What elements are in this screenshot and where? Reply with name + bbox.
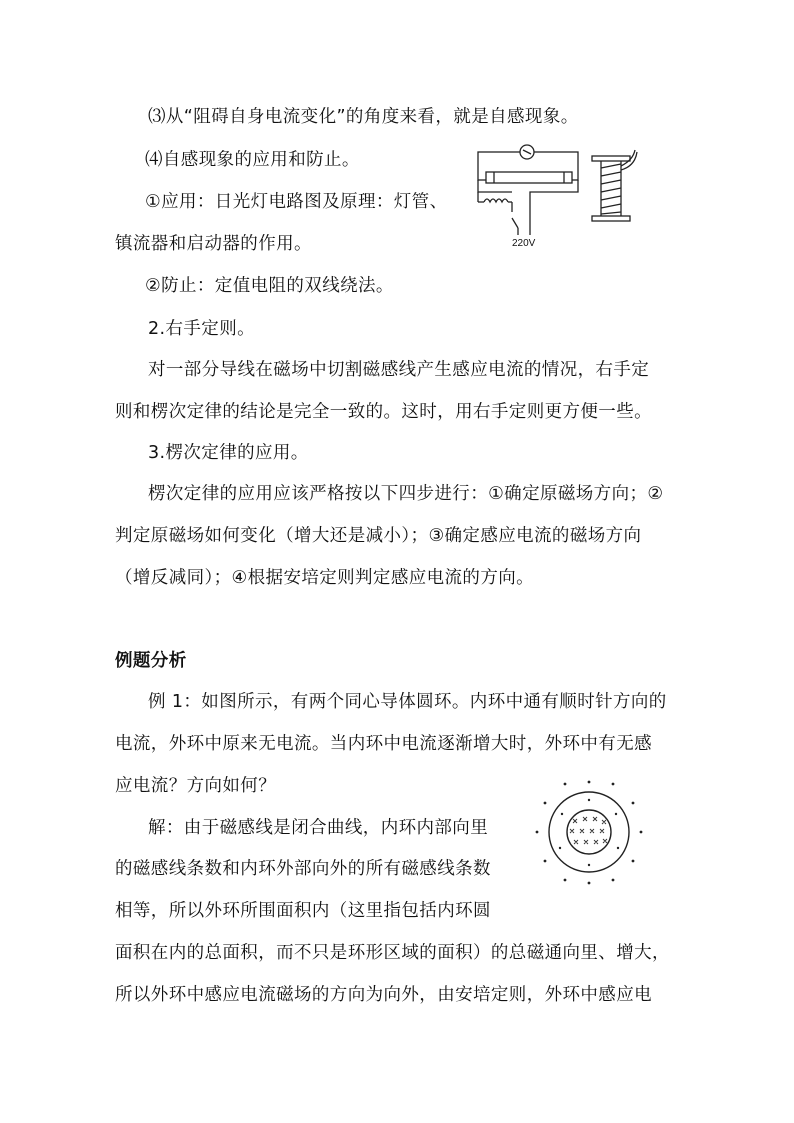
para-application-cont: 镇流器和启动器的作用。 bbox=[115, 234, 312, 254]
example-1-solution-cont1: 的磁感线条数和内环外部向外的所有磁感线条数 bbox=[115, 859, 491, 879]
section-right-hand-rule: 2.右手定则。 bbox=[148, 319, 255, 339]
example-1-solution-cont3: 面积在内的总面积，而不只是环形区域的面积）的总磁通向里、增大， bbox=[115, 943, 670, 963]
section-lenz-law: 3.楞次定律的应用。 bbox=[148, 443, 309, 463]
para-right-hand-rule-cont: 则和楞次定律的结论是完全一致的。这时，用右手定则更方便一些。 bbox=[115, 402, 652, 422]
para-lenz-steps: 楞次定律的应用应该严格按以下四步进行：①确定原磁场方向；② bbox=[148, 484, 664, 504]
field-out-of-page-dots bbox=[536, 781, 643, 885]
para-3-self-induction: ⑶从“阻碍自身电流变化”的角度来看，就是自感现象。 bbox=[148, 107, 579, 127]
example-1-solution: 解：由于磁感线是闭合曲线，内环内部向里 bbox=[148, 818, 489, 838]
field-into-page-crosses bbox=[570, 817, 607, 844]
example-1-question-end: 应电流？方向如何？ bbox=[115, 776, 277, 796]
example-1-question: 例 1：如图所示，有两个同心导体圆环。内环中通有顺时针方向的 bbox=[148, 692, 667, 712]
para-right-hand-rule: 对一部分导线在磁场中切割磁感线产生感应电流的情况，右手定 bbox=[148, 360, 650, 380]
voltage-label: 220V bbox=[512, 238, 536, 249]
example-1-solution-cont2: 相等，所以外环所围面积内（这里指包括内环圆 bbox=[115, 901, 491, 921]
para-application: ①应用：日光灯电路图及原理：灯管、 bbox=[145, 192, 448, 212]
para-4-application-heading: ⑷自感现象的应用和防止。 bbox=[145, 150, 360, 170]
example-analysis-heading: 例题分析 bbox=[115, 651, 187, 671]
para-prevention: ②防止：定值电阻的双线绕法。 bbox=[145, 276, 394, 296]
para-lenz-steps-cont: 判定原磁场如何变化（增大还是减小）；③确定感应电流的磁场方向 bbox=[115, 526, 642, 546]
example-1-solution-cont4: 所以外环中感应电流磁场的方向为向外，由安培定则，外环中感应电 bbox=[115, 985, 652, 1005]
outer-ring bbox=[549, 792, 629, 872]
para-lenz-steps-end: （增反减同）；④根据安培定则判定感应电流的方向。 bbox=[115, 568, 535, 588]
concentric-rings-figure bbox=[532, 776, 647, 891]
fluorescent-lamp-circuit-figure bbox=[470, 140, 660, 255]
example-1-question-cont: 电流，外环中原来无电流。当内环中电流逐渐增大时，外环中有无感 bbox=[115, 734, 652, 754]
